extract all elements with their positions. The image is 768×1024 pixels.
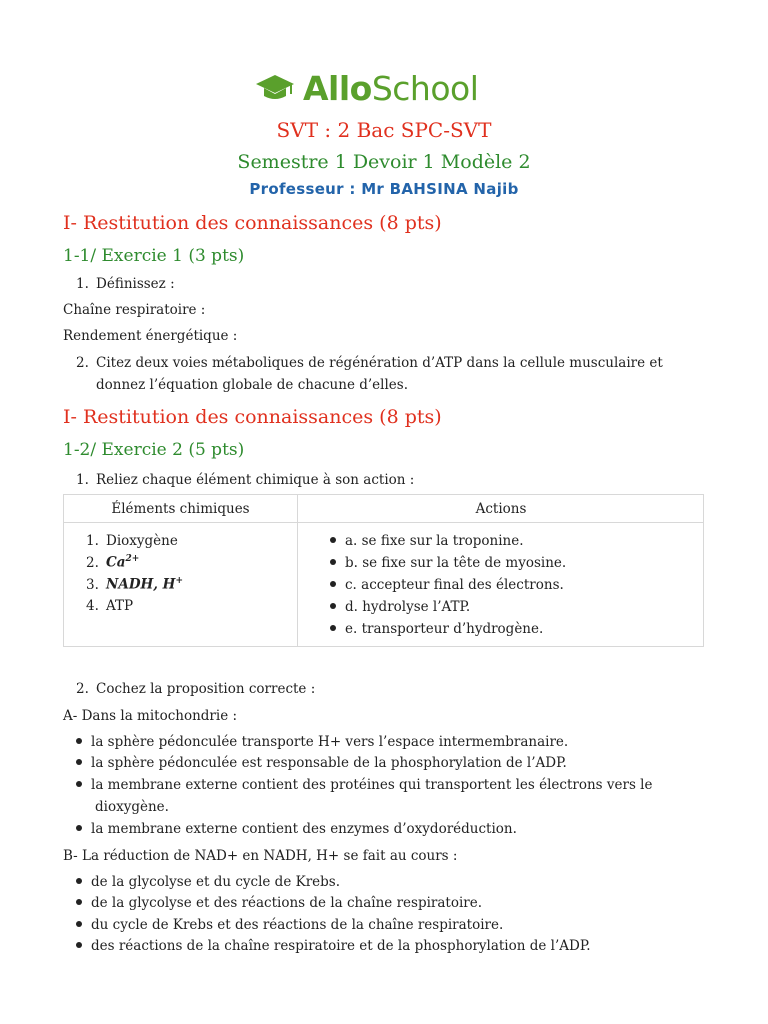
bullet-icon: [330, 603, 336, 609]
option-item[interactable]: la membrane externe contient des protéines qui transportent les électrons vers le: [76, 774, 653, 796]
element-item: 2. $Ca^{2+}$: [86, 554, 140, 571]
bullet-icon: [76, 825, 82, 831]
bullet-icon: [76, 781, 82, 787]
table-header-actions: Actions: [475, 501, 527, 517]
action-item: b. se fixe sur la tête de myosine.: [330, 555, 566, 571]
action-item: c. accepteur final des électrons.: [330, 577, 564, 593]
alloschool-logo[interactable]: [255, 66, 478, 110]
bullet-icon: [330, 559, 336, 565]
option-item[interactable]: du cycle de Krebs et des réactions de la chaîne respiratoire.: [76, 914, 503, 936]
question-1-2-cont: donnez l’équation globale de chacune d’elles.: [96, 377, 408, 393]
part-a-heading: A- Dans la mitochondrie :: [63, 708, 238, 724]
option-item[interactable]: la sphère pédonculée est responsable de la phosphorylation de l’ADP.: [76, 752, 567, 774]
bullet-icon: [330, 625, 336, 631]
question-1-2: 2. Citez deux voies métaboliques de régénération d’ATP dans la cellule musculaire et: [76, 355, 663, 371]
bullet-icon: [76, 942, 82, 948]
question-2-2: 2. Cochez la proposition correcte :: [76, 681, 316, 697]
logo-text: AlloSchool: [303, 68, 479, 108]
part-b-heading: B- La réduction de NAD+ en NADH, H+ se fait au cours :: [63, 848, 458, 864]
table-header-divider: [64, 522, 703, 523]
page-subtitle: Semestre 1 Devoir 1 Modèle 2: [237, 151, 531, 173]
bullet-icon: [76, 921, 82, 927]
action-item: e. transporteur d’hydrogène.: [330, 621, 543, 637]
bullet-icon: [330, 537, 336, 543]
option-item[interactable]: de la glycolyse et des réactions de la chaîne respiratoire.: [76, 892, 482, 914]
graduation-cap-icon: [255, 71, 295, 105]
table-divider: [297, 495, 298, 646]
element-item: 4. ATP: [86, 598, 134, 614]
option-item-cont: dioxygène.: [95, 799, 169, 815]
bullet-icon: [76, 759, 82, 765]
definition-1: Chaîne respiratoire :: [63, 302, 206, 318]
question-1-1: 1. Définissez :: [76, 276, 175, 292]
element-item: 1. Dioxygène: [86, 533, 178, 549]
bullet-icon: [330, 581, 336, 587]
page-title: SVT : 2 Bac SPC-SVT: [276, 118, 492, 142]
action-item: a. se fixe sur la troponine.: [330, 533, 524, 549]
section-heading-2: I- Restitution des connaissances (8 pts): [63, 406, 442, 428]
element-item: 3. NADH, H+: [86, 576, 183, 593]
definition-2: Rendement énergétique :: [63, 328, 238, 344]
table-header-elements: Éléments chimiques: [111, 501, 250, 517]
question-2-1: 1. Reliez chaque élément chimique à son action :: [76, 472, 415, 488]
professor-name: Professeur : Mr BAHSINA Najib: [249, 180, 519, 198]
exercise-heading-1: 1-1/ Exercie 1 (3 pts): [63, 246, 245, 266]
action-item: d. hydrolyse l’ATP.: [330, 599, 470, 615]
exercise-heading-2: 1-2/ Exercie 2 (5 pts): [63, 440, 245, 460]
option-item[interactable]: de la glycolyse et du cycle de Krebs.: [76, 871, 340, 893]
option-item[interactable]: des réactions de la chaîne respiratoire et de la phosphorylation de l’ADP.: [76, 935, 591, 957]
bullet-icon: [76, 899, 82, 905]
bullet-icon: [76, 878, 82, 884]
bullet-icon: [76, 738, 82, 744]
option-item[interactable]: la membrane externe contient des enzymes d’oxydoréduction.: [76, 818, 517, 840]
section-heading-1: I- Restitution des connaissances (8 pts): [63, 212, 442, 234]
matching-table: [63, 494, 704, 647]
option-item[interactable]: la sphère pédonculée transporte H+ vers l’espace intermembranaire.: [76, 731, 568, 753]
